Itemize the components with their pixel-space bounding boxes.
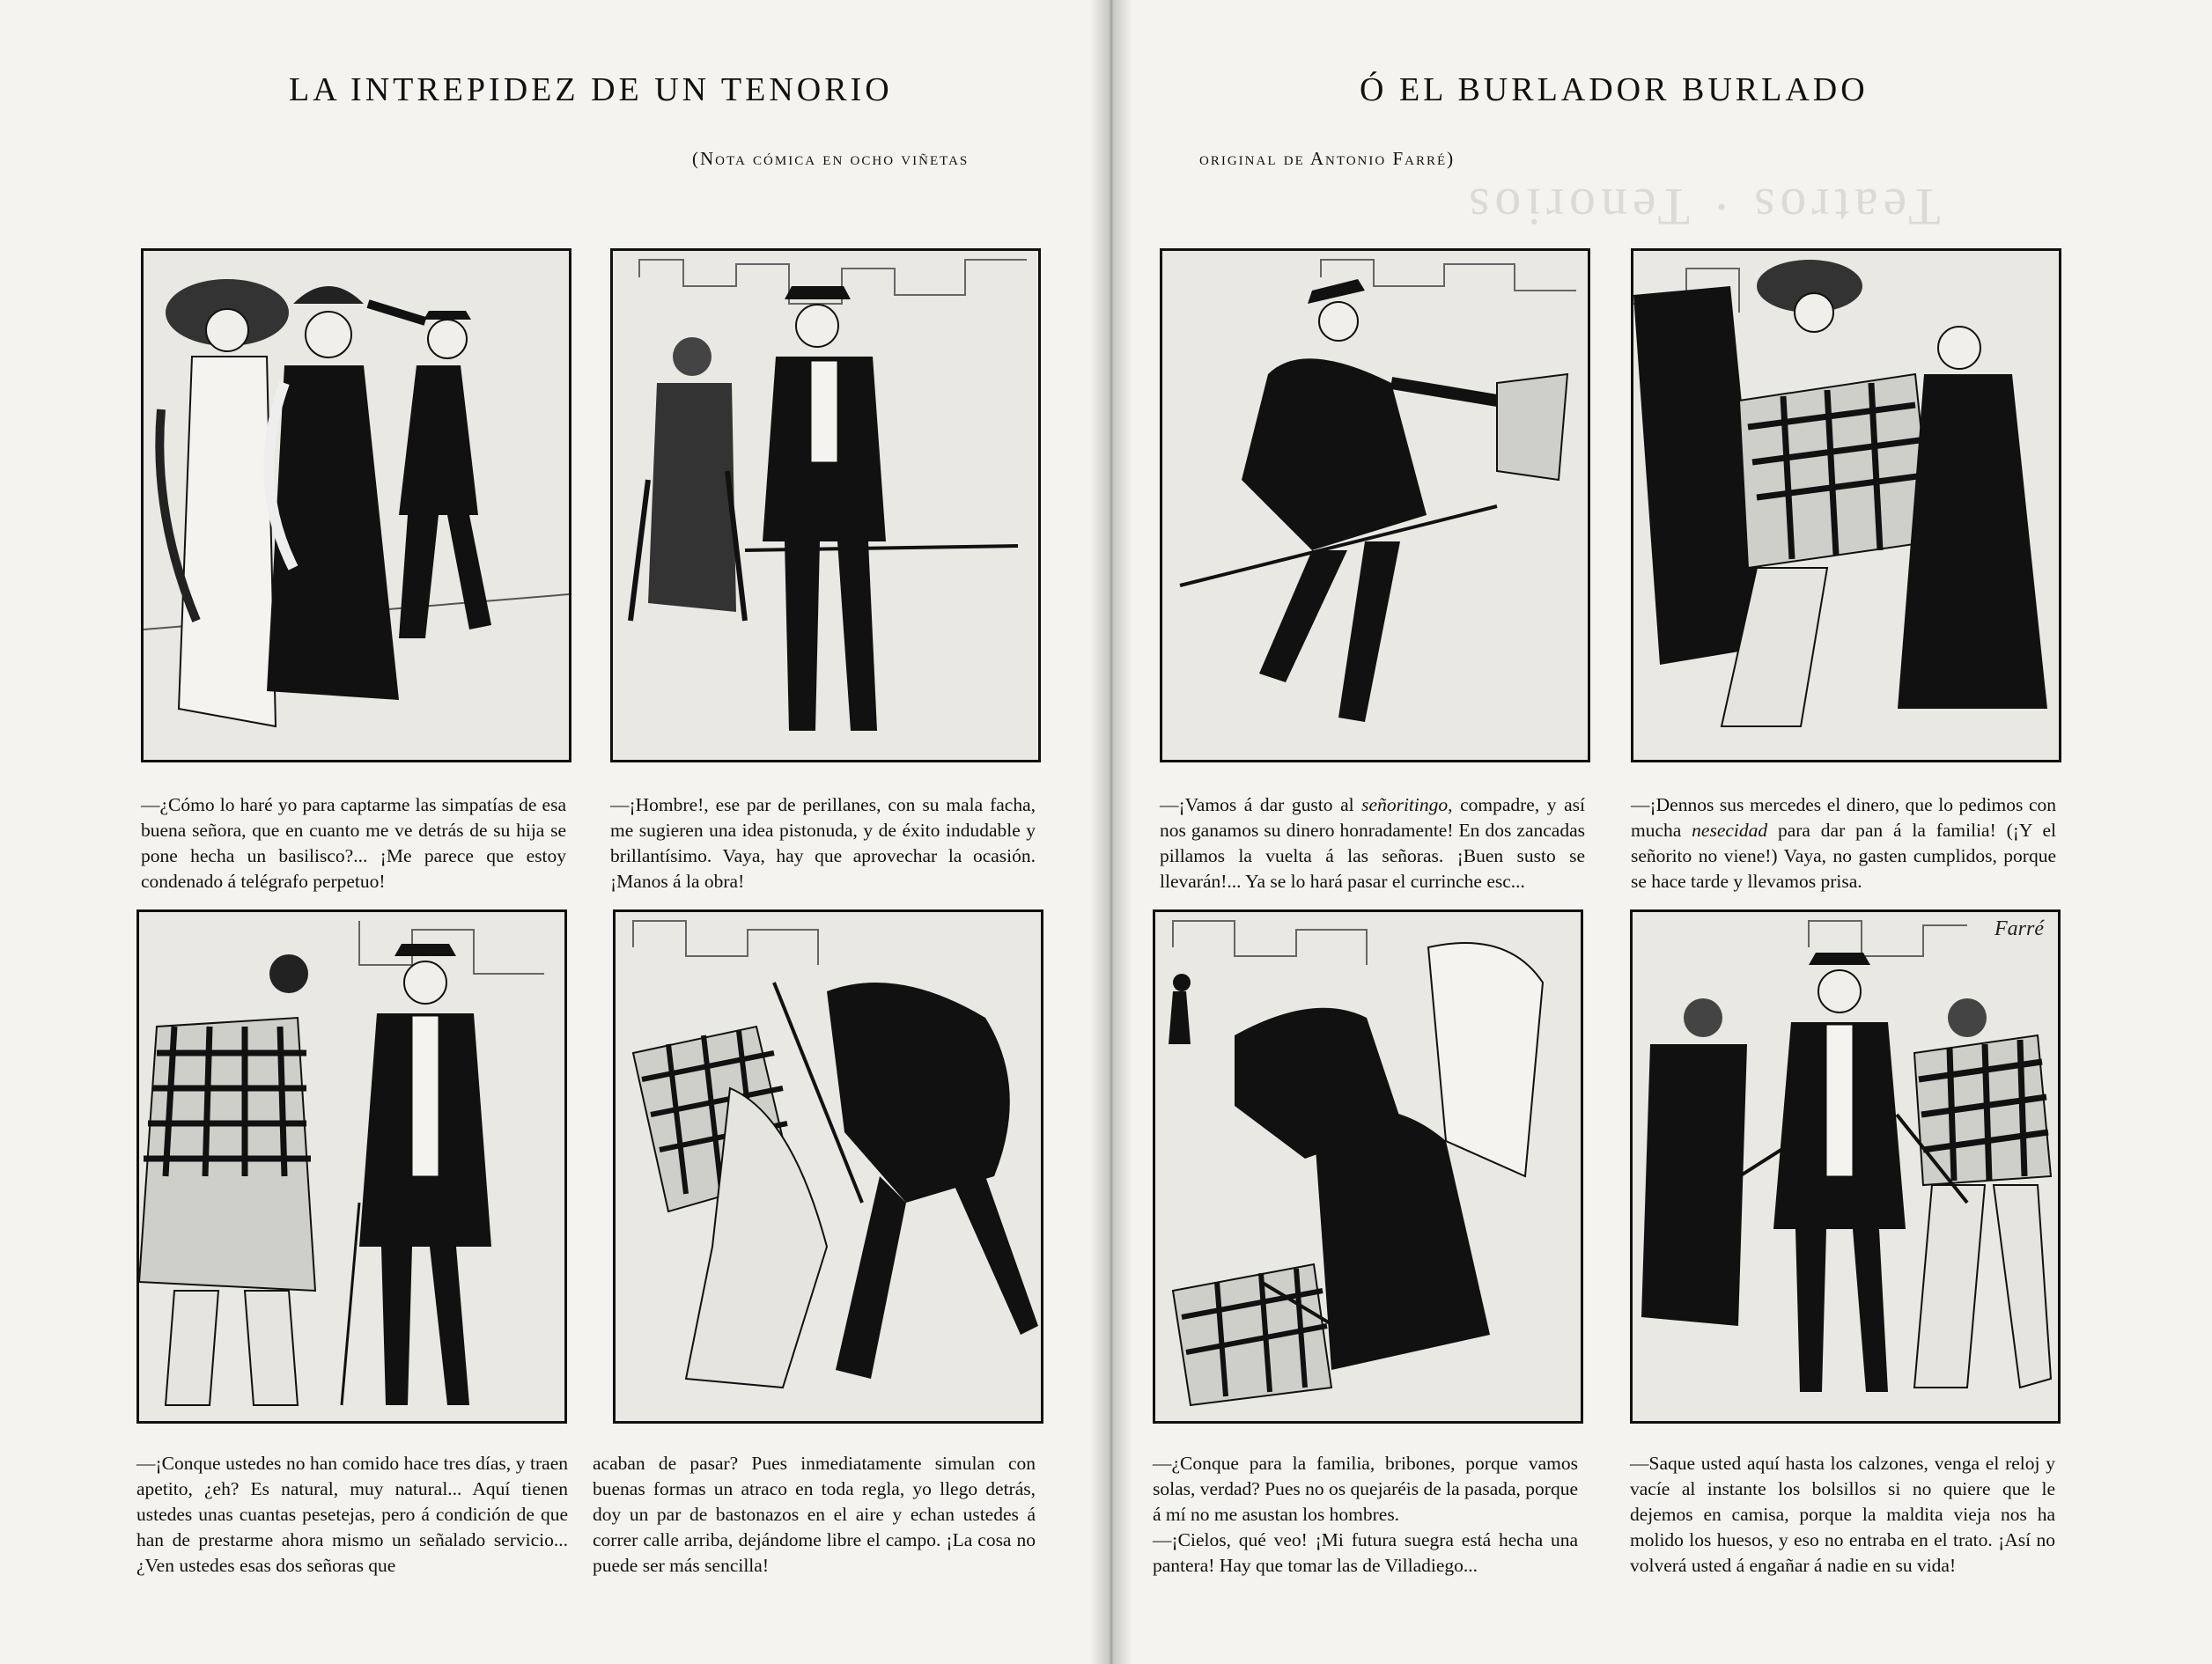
right-title: Ó EL BURLADOR BURLADO [1360, 71, 1869, 108]
panel-4-illustration [1633, 251, 2059, 760]
panel-1-illustration [144, 251, 569, 760]
panel-2-illustration [613, 251, 1038, 760]
comic-panel-2 [610, 248, 1041, 762]
comic-panel-3 [1160, 248, 1590, 762]
left-title: LA INTREPIDEZ DE UN TENORIO [289, 71, 893, 108]
panel-5-caption: —¡Conque ustedes no han comido hace tres días, y traen apetito, ¿eh? Es natural, muy natural... Aquí tienen ustedes unas cuantas pesetejas, pero á condición de que han de prestarme ahora mismo un señalado servicio... ¿Ven ustedes esas dos señoras que [136, 1453, 568, 1576]
panel-1-caption: —¿Cómo lo haré yo para captarme las simpatías de esa buena señora, que en cuanto me ve detrás de su hija se pone hecha un basilisco?... ¡Me parece que estoy condenado á telégrafo perpetuo! [141, 794, 566, 892]
panel-3-caption: —¡Vamos á dar gusto al señoritingo, compadre, y así nos ganamos su dinero honradamente! En dos zancadas pillamos la vuelta á las señoras. ¡Buen susto se llevarán!... Ya se lo hará pasar el currinche esc... [1160, 794, 1585, 892]
comic-panel-4 [1631, 248, 2061, 762]
panel-4-italic-word: nesecidad [1692, 820, 1768, 841]
panel-8-caption: —Saque usted aquí hasta los calzones, venga el reloj y vacíe al instante los bolsillos si no quiere que le dejemos en camisa, porque la maldita vieja nos ha molido los huesos, y eso no entraba en el trato. ¡Así no volverá usted á engañar á nadie en su vida! [1630, 1453, 2055, 1576]
panel-5-illustration [139, 912, 564, 1421]
panel-3-illustration [1162, 251, 1588, 760]
left-subtitle: (Nota cómica en ocho viñetas [692, 148, 970, 169]
right-subtitle: original de Antonio Farré) [1199, 148, 1456, 169]
panel-4-caption: —¡Dennos sus mercedes el dinero, que lo pedimos con mucha nesecidad para dar pan á la familia! (¡Y el señorito no viene!) Vaya, no gasten cumplidos, porque se hace tarde y llevamos prisa. [1631, 794, 2056, 892]
panel-7-caption [1153, 1451, 1578, 1579]
panel-7-illustration [1155, 912, 1581, 1421]
book-gutter [1090, 0, 1132, 1664]
panel-3-italic-word: señoritingo, [1361, 794, 1453, 815]
panel-7-caption-b: —¡Cielos, qué veo! ¡Mi futura suegra está hecha una pantera! Hay que tomar las de Villadiego... [1153, 1529, 1578, 1576]
right-page [1111, 0, 2212, 1664]
bleed-through-text: Teatros · Tenorios [1464, 178, 1941, 236]
panel-7-caption-a: —¿Conque para la familia, bribones, porque vamos solas, verdad? Pues no os quejaréis de la pasada, porque á mí no me asustan los hombres. [1153, 1453, 1579, 1525]
comic-panel-6 [613, 909, 1043, 1424]
artist-signature: Farré [1994, 917, 2044, 940]
comic-panel-8 [1630, 909, 2061, 1424]
comic-panel-5 [136, 909, 567, 1424]
panel-2-caption: —¡Hombre!, ese par de perillanes, con su mala facha, me sugieren una idea pistonuda, y de éxito indudable y brillantísimo. Vaya, hay que aprovechar la ocasión. ¡Manos á la obra! [610, 794, 1036, 892]
panel-6-illustration [616, 912, 1041, 1421]
comic-panel-7 [1153, 909, 1583, 1424]
panel-6-caption: acaban de pasar? Pues inmediatamente simulan con buenas formas un atraco en toda regla, yo llego detrás, doy un par de bastonazos en el aire y echan ustedes á correr calle arriba, dejándome libre el campo. ¡La cosa no puede ser más sencilla! [593, 1453, 1036, 1576]
panel-8-illustration [1633, 912, 2058, 1421]
comic-panel-1 [141, 248, 571, 762]
